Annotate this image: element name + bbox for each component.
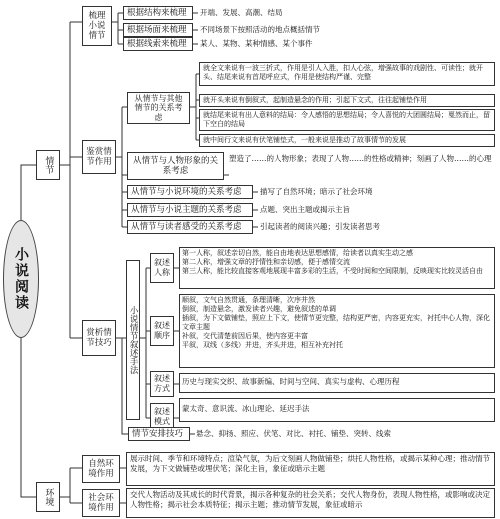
plot-skills-text: 悬念、抑扬、照应、伏笔、对比、衬托、铺垫、突转、线索 [196,429,391,438]
theme-relation-text: 点题、突出主题或揭示主旨 [260,205,350,214]
sort-by-clue [123,37,193,51]
other-plot-line-1: 就全文来说有一波三折式，作用是引人入胜，扣人心弦，增强故事的戏剧性、可读性；就开头、结尾来说有首尾呼应式，作用是使结构严谨、完整 [199,62,495,86]
sort-plot-node [82,6,112,46]
narrative-person-node [150,253,174,283]
person-line-3: 第三人称，能比较直接客观地展现丰富多彩的生活，不受时间和空间限制，反映现实比较灵活自由 [182,267,483,276]
natural-environment-text: 展示时间、季节和环境特点；渲染气氛，为后文刻画人物做铺垫；烘托人物性格，或揭示某种心理；推动情节发展，为下文做铺垫或埋伏笔；深化主旨，象征或暗示主题 [126,452,495,486]
appreciate-plot-node [82,140,116,174]
sort-structure-text: 开端、发展、高潮、结局 [200,8,283,17]
relation-other-plot-label: 从情节与其他情节的关系考虑 [134,93,183,122]
method-text: 历史与现实交织、故事新编、时间与空间、真实与虚构、心理历程 [182,377,400,386]
relation-reader-label: 从情节与读者感受的关系考虑 [131,222,242,232]
order-line-5: 平叙，双线（多线）并进，齐头并进，相互补充衬托 [182,341,343,350]
order-line-4: 补叙，交代清楚前因后果，使内容更丰富 [182,332,308,341]
relation-environment-node [127,185,253,199]
character-text: 塑造了……的人物形象；表现了人物……的性格或精神；刻画了人物……的心理 [229,154,492,163]
narrative-person-panel [179,247,495,289]
sort-by-scene-label: 根据场面来梳理 [127,25,187,35]
order-line-1: 顺叙，文气自然贯通，条理清晰，次序井然 [182,296,315,304]
narration-node [126,260,140,420]
environment-relation-text: 描写了自然环境；暗示了社会环境 [260,187,373,196]
technique-node [82,320,116,356]
relation-theme-node [127,203,253,217]
order-line-3: 插叙，为下文做铺垫，照应上下文，使情节更完整，结构更严密，内容更充实，衬托中心人物，深化文章主题 [182,314,490,332]
mode-text: 蒙太奇、意识流、冰山理论、延迟手法 [182,404,310,413]
narration-label: 小说情节叙述手法 [128,306,139,374]
root-label: 小说阅读 [13,247,29,311]
relation-theme-label: 从情节与小说主题的关系考虑 [131,205,242,215]
technique-label: 赏析情节技巧 [86,327,112,348]
plot-label: 情节 [43,156,54,174]
relation-character-label: 从情节与人物形象的关系考虑 [132,155,218,176]
social-environment-label: 社会环境作用 [88,492,114,513]
narrative-mode-panel [179,398,495,422]
reader-relation-text: 引起读者的阅读兴趣；引发读者思考 [260,222,380,231]
sort-by-structure-label: 根据结构来梳理 [127,8,187,18]
natural-environment-node [82,455,120,483]
natural-environment-label: 自然环境作用 [88,458,114,479]
root-node [3,220,39,338]
social-environment-node [82,489,120,517]
sort-by-structure [123,6,193,20]
relation-reader-node [127,220,253,234]
relation-character-node [127,152,224,180]
environment-node [36,482,60,512]
narrative-mode-label: 叙述模式 [154,407,170,426]
environment-label: 环境 [43,488,54,506]
narrative-method-panel [179,373,495,393]
other-plot-line-3: 就结尾来说有出人意料的结局：令人感悟的思想结局；令人喜悦的大团圆结局；戛然而止，留下空白的结局 [199,109,495,131]
relation-other-plot-node [127,92,190,124]
narrative-person-label: 叙述人称 [154,258,170,277]
narrative-method-label: 叙述方式 [154,374,170,393]
appreciate-plot-label: 鉴赏情节作用 [86,146,112,167]
sort-by-scene [123,23,193,37]
sort-clue-text: 某人、某物、某种情感、某个事件 [200,39,313,48]
sort-scene-text: 不同场景下按照活动的地点概括情节 [200,25,320,34]
social-environment-text: 交代人物活动及其成长的时代背景，揭示各种复杂的社会关系；交代人物身份，表现人物性格，或影响或决定人物性格；揭示社会本质特征；揭示主题；推动情节发展，象征或暗示 [126,488,495,518]
narrative-order-node [150,316,174,346]
other-plot-line-2: 就开头来说有倒叙式，起制造悬念的作用；引起下文式，往往起铺垫作用 [199,94,495,107]
plot-skills-label: 情节安排技巧 [132,429,184,439]
plot-skills-node [128,427,190,441]
sort-by-clue-label: 根据线索来梳理 [127,39,187,49]
sort-plot-label: 梳理小说情节 [88,10,106,42]
person-line-1: 第一人称，叙述亲切自然，能自由地表达思想感情，给读者以真实生动之感 [182,249,413,257]
person-line-2: 第二人称，增强文章的抒情性和亲切感，便于感情交流 [182,258,350,267]
narrative-order-panel [179,294,495,368]
relation-environment-label: 从情节与小说环境的关系考虑 [131,187,242,197]
narrative-order-label: 叙述顺序 [154,321,170,340]
other-plot-line-4: 就中间行文来说有伏笔铺垫式，一般来说是推动了故事情节的发展 [199,134,495,147]
plot-node [36,150,60,180]
narrative-method-node [150,371,174,397]
order-line-2: 倒叙，制造悬念，激发读者兴趣，避免叙述的单调 [182,305,336,314]
